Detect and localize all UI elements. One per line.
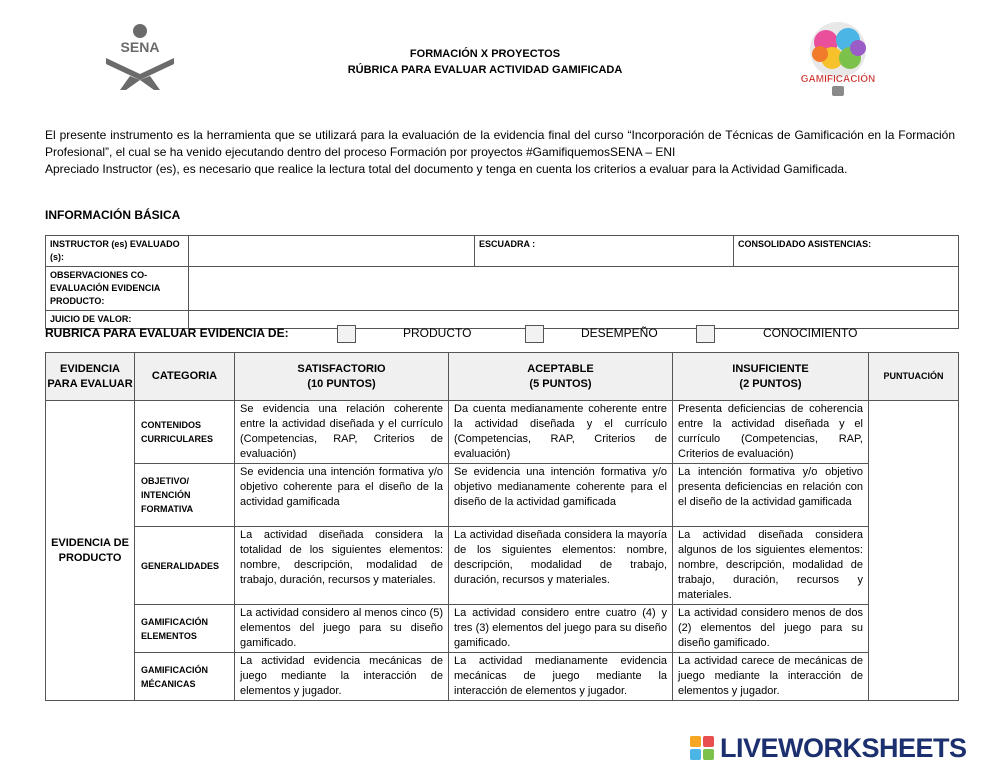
gamificacion-logo [792, 14, 884, 102]
consolidado-field[interactable]: CONSOLIDADO ASISTENCIAS: [734, 236, 959, 267]
category-cell: GAMIFICACIÓN MÉCANICAS [135, 653, 235, 701]
rubric-evidence-selector [45, 325, 958, 345]
juicio-label: JUICIO DE VALOR: [46, 311, 189, 329]
table-row [46, 527, 959, 605]
basic-info-title: INFORMACIÓN BÁSICA [45, 208, 181, 222]
producto-checkbox[interactable] [337, 325, 356, 343]
intro-paragraph-2: Apreciado Instructor (es), es necesario que realice la lectura total del documento y tenga en cuenta los criterios a evaluar para la Actividad Gamificada. [45, 162, 848, 176]
insuficiente-cell: La actividad carece de mecánicas de juego mediante la interacción de elementos y jugador. [673, 653, 869, 701]
intro-text [45, 127, 955, 178]
category-cell: OBJETIVO/ INTENCIÓN FORMATIVA [135, 464, 235, 527]
header-categoria: CATEGORIA [135, 353, 235, 401]
aceptable-cell: Se evidencia una intención formativa y/o objetivo medianamente coherente para el diseño de la actividad gamificada [449, 464, 673, 527]
header-aceptable-label: ACEPTABLE [527, 362, 594, 375]
table-row [46, 653, 959, 701]
insuficiente-cell: La intención formativa y/o objetivo presenta deficiencias en relación con el diseño de la actividad gamificada [673, 464, 869, 527]
intro-paragraph-1: El presente instrumento es la herramienta que se utilizará para la evaluación de la evidencia final del curso “Incorporación de Técnicas de Gamificación en la Formación Profesional”, el cual se ha venido ejecutando dentro del proceso Formación por proyectos #GamifiquemosSENA – ENI [45, 128, 955, 159]
satisfactorio-cell: La actividad diseñada considera la totalidad de los siguientes elementos: nombre, descripción, modalidad de trabajo, duración, recursos y materiales. [235, 527, 449, 605]
header-insuficiente-points: (2 PUNTOS) [739, 377, 802, 390]
liveworksheets-logo-icon [690, 736, 714, 760]
aceptable-cell: La actividad diseñada considera la mayoría de los siguientes elementos: nombre, descripción, modalidad de trabajo, duración, recursos y materiales. [449, 527, 673, 605]
header-puntuacion: PUNTUACIÓN [869, 353, 959, 401]
rubric-table [45, 352, 959, 701]
category-cell: CONTENIDOS CURRICULARES [135, 401, 235, 464]
satisfactorio-cell: Se evidencia una relación coherente entre la actividad diseñada y el currículo (Competencias, RAP, Criterios de evaluación) [235, 401, 449, 464]
observaciones-label: OBSERVACIONES CO-EVALUACIÓN EVIDENCIA PRODUCTO: [46, 267, 189, 311]
table-row [46, 401, 959, 464]
evidence-label: EVIDENCIA DE PRODUCTO [46, 401, 135, 701]
instructor-field[interactable] [189, 236, 475, 267]
document-title [260, 46, 710, 78]
table-row [46, 464, 959, 527]
category-cell: GENERALIDADES [135, 527, 235, 605]
puntuacion-field[interactable] [869, 401, 959, 701]
satisfactorio-cell: Se evidencia una intención formativa y/o objetivo coherente para el diseño de la actividad gamificada [235, 464, 449, 527]
conocimiento-option-label: CONOCIMIENTO [763, 326, 858, 340]
header-satisfactorio [235, 353, 449, 401]
producto-option-label: PRODUCTO [403, 326, 472, 340]
insuficiente-cell: La actividad diseñada considera algunos de los siguientes elementos: nombre, descripción, modalidad de trabajo, duración, recursos y materiales. [673, 527, 869, 605]
insuficiente-cell: Presenta deficiencias de coherencia entre la actividad diseñada y el currículo (Competencias, RAP, Criterios de evaluación) [673, 401, 869, 464]
category-cell: GAMIFICACIÓN ELEMENTOS [135, 605, 235, 653]
instructor-label: INSTRUCTOR (es) EVALUADO (s): [46, 236, 189, 267]
header-insuficiente [673, 353, 869, 401]
gamificacion-logo-text: GAMIFICACIÓN [800, 74, 876, 85]
table-row [46, 605, 959, 653]
title-line-1: FORMACIÓN X PROYECTOS [409, 48, 561, 60]
title-line-2: RÚBRICA PARA EVALUAR ACTIVIDAD GAMIFICADA [347, 64, 623, 76]
header-aceptable-points: (5 PUNTOS) [529, 377, 592, 390]
header-satisfactorio-points: (10 PUNTOS) [307, 377, 376, 390]
insuficiente-cell: La actividad considero menos de dos (2) elementos del juego para su diseño gamificado. [673, 605, 869, 653]
conocimiento-checkbox[interactable] [696, 325, 715, 343]
satisfactorio-cell: La actividad evidencia mecánicas de juego mediante la interacción de elementos y jugador. [235, 653, 449, 701]
header-evidencia: EVIDENCIA PARA EVALUAR [46, 353, 135, 401]
aceptable-cell: La actividad considero entre cuatro (4) y tres (3) elementos del juego para su diseño gamificado. [449, 605, 673, 653]
satisfactorio-cell: La actividad considero al menos cinco (5) elementos del juego para su diseño gamificado. [235, 605, 449, 653]
escuadra-field[interactable]: ESCUADRA : [475, 236, 734, 267]
aceptable-cell: Da cuenta medianamente coherente entre la actividad diseñada y el currículo (Competencias, RAP, Criterios de evaluación) [449, 401, 673, 464]
desempeno-option-label: DESEMPEÑO [581, 326, 658, 340]
sena-logo [100, 22, 180, 92]
rubric-selector-label: RUBRICA PARA EVALUAR EVIDENCIA DE: [45, 326, 289, 340]
aceptable-cell: La actividad medianamente evidencia mecánicas de juego mediante la interacción de elementos y jugador. [449, 653, 673, 701]
desempeno-checkbox[interactable] [525, 325, 544, 343]
basic-info-table [45, 235, 959, 329]
header-insuficiente-label: INSUFICIENTE [732, 362, 809, 375]
header-satisfactorio-label: SATISFACTORIO [297, 362, 386, 375]
observaciones-field[interactable] [189, 267, 959, 311]
header-aceptable [449, 353, 673, 401]
liveworksheets-text: LIVEWORKSHEETS [720, 733, 967, 763]
svg-text:SENA: SENA [120, 39, 160, 55]
